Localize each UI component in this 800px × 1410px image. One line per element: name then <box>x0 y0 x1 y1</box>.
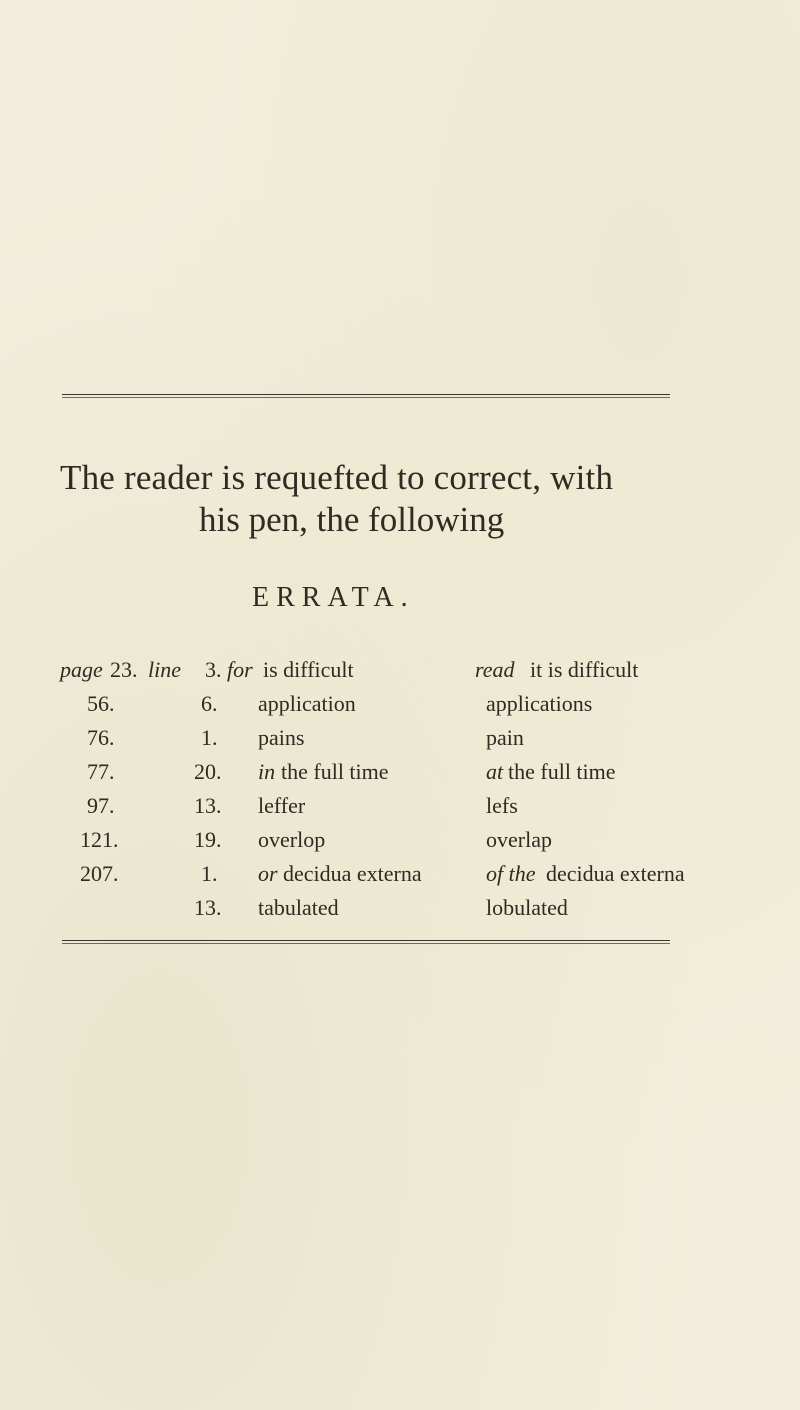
row-4-correct: lefs <box>486 793 518 818</box>
row-2-line: 1. <box>201 725 218 750</box>
top-rule-thin <box>62 397 670 398</box>
row-2-wrong: pains <box>258 725 305 750</box>
bottom-rule <box>62 940 670 941</box>
row-6-page: 207. <box>80 861 119 886</box>
row-6-correct: decidua externa <box>546 861 685 886</box>
page-label: page <box>60 657 103 682</box>
row-5-page: 121. <box>80 827 119 852</box>
line-label: line <box>148 657 181 682</box>
row-3-line: 20. <box>194 759 222 784</box>
row-4-line: 13. <box>194 793 222 818</box>
row-1-line: 6. <box>201 691 218 716</box>
row-0-correct: it is difficult <box>530 657 639 682</box>
row-3-page: 77. <box>87 759 115 784</box>
errata-title: ERRATA. <box>252 582 415 613</box>
heading-line-1: The reader is requefted to correct, with <box>60 458 614 497</box>
row-1-page: 56. <box>87 691 115 716</box>
row-6-wrong: decidua externa <box>283 861 422 886</box>
heading-line-2: his pen, the following <box>199 500 505 539</box>
row-0-wrong: is difficult <box>263 657 354 682</box>
row-4-page: 97. <box>87 793 115 818</box>
row-6-wrong-prefix: or <box>258 861 278 886</box>
row-1-correct: applications <box>486 691 593 716</box>
row-0-line: 3. <box>205 657 222 682</box>
row-7-line: 13. <box>194 895 222 920</box>
row-0-page: 23. <box>110 657 138 682</box>
row-2-correct: pain <box>486 725 524 750</box>
for-label: for <box>227 657 253 682</box>
row-5-line: 19. <box>194 827 222 852</box>
row-3-correct-prefix: at <box>486 759 504 784</box>
row-6-line: 1. <box>201 861 218 886</box>
row-6-correct-prefix: of the <box>486 861 536 886</box>
row-7-wrong: tabulated <box>258 895 339 920</box>
bottom-rule-thin <box>62 943 670 944</box>
row-5-wrong: overlop <box>258 827 326 852</box>
row-3-wrong-prefix: in <box>258 759 276 784</box>
read-label: read <box>475 657 515 682</box>
row-3-wrong: the full time <box>281 759 389 784</box>
row-4-wrong: leffer <box>258 793 306 818</box>
row-2-page: 76. <box>87 725 115 750</box>
row-3-correct: the full time <box>508 759 616 784</box>
top-rule <box>62 394 670 395</box>
row-5-correct: overlap <box>486 827 552 852</box>
row-1-wrong: application <box>258 691 356 716</box>
row-7-correct: lobulated <box>486 895 568 920</box>
